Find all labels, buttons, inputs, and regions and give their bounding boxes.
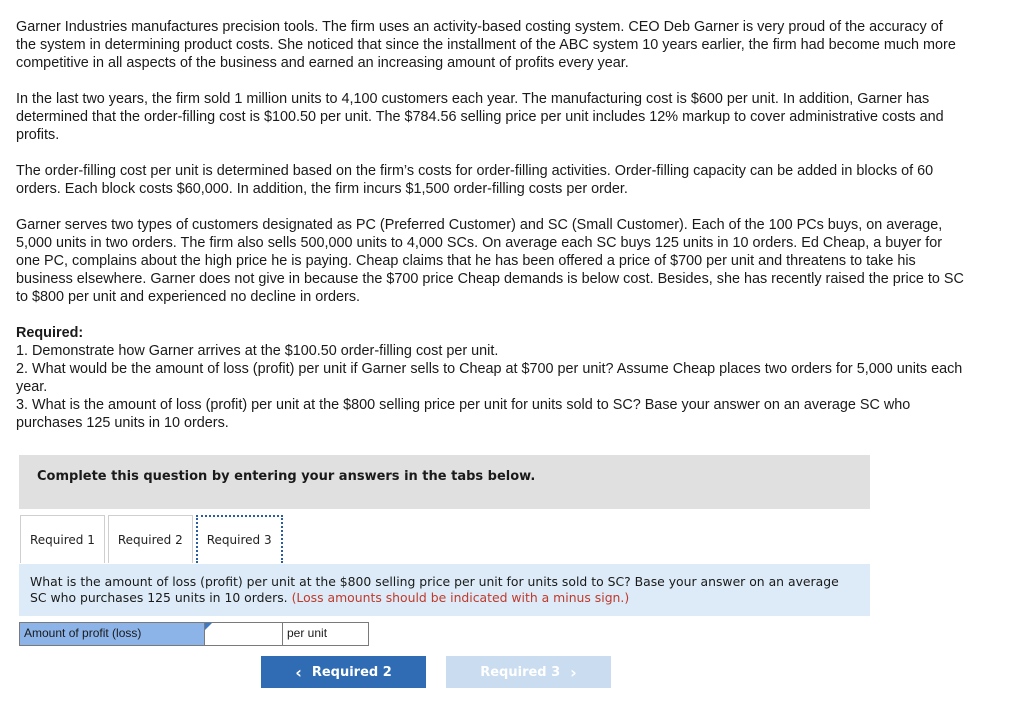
profit-loss-input[interactable] bbox=[209, 625, 279, 643]
problem-paragraph: The order-filling cost per unit is determined based on the firm’s costs for order-filling activities. Order-filling capacity can be added in blocks of 60 orders. Each block costs $60,000. In addition, the firm incurs $1,500 order-filling costs per order. bbox=[16, 163, 934, 197]
tab-required-2[interactable]: Required 2 bbox=[108, 515, 193, 563]
problem-paragraph: In the last two years, the firm sold 1 million units to 4,100 customers each year. The manufacturing cost is $600 per unit. In addition, Garner has determined that the order-filling cost is $100.50 per unit. The $784.56 selling price per unit includes 12% markup to cover administrative costs and profits. bbox=[16, 91, 944, 143]
required-item-1: 1. Demonstrate how Garner arrives at the $100.50 order-filling cost per unit. bbox=[16, 343, 499, 359]
input-marker-icon bbox=[205, 623, 212, 630]
required-heading: Required: bbox=[16, 325, 84, 341]
required-list bbox=[16, 324, 966, 432]
prev-required-button[interactable] bbox=[261, 656, 426, 688]
answer-input-cell[interactable] bbox=[205, 622, 283, 646]
problem-paragraph: Garner serves two types of customers designated as PC (Preferred Customer) and SC (Small Customer). Each of the 100 PCs buys, on average, 5,000 units in two orders. The firm also sells 500,000 units to 4,000 SCs. On average each SC buys 125 units in 10 orders. Ed Cheap, a buyer for one PC, complains about the high price he is paying. Cheap claims that he has been offered a price of $700 per unit and threatens to take his business elsewhere. Garner does not give in because the $700 price Cheap demands is below cost. Besides, she has recently raised the price to SC to $800 per unit and experienced no decline in orders. bbox=[16, 217, 964, 305]
problem-paragraph: Garner Industries manufactures precision tools. The firm uses an activity-based costing system. CEO Deb Garner is very proud of the accuracy of the system in determining product costs. She noticed that since the installment of the ABC system 10 years earlier, the firm had become much more competitive in all aspects of the business and earned an increasing amount of profits every year. bbox=[16, 19, 956, 71]
required-item-3: 3. What is the amount of loss (profit) per unit at the $800 selling price per unit for units sold to SC? Base your answer on an average SC who purchases 125 units in 10 orders. bbox=[16, 397, 911, 431]
tab-bar bbox=[20, 515, 286, 565]
question-hint: (Loss amounts should be indicated with a minus sign.) bbox=[291, 590, 630, 605]
prev-button-label: Required 2 bbox=[311, 664, 392, 680]
chevron-right-icon: › bbox=[570, 662, 577, 682]
question-text: What is the amount of loss (profit) per unit at the $800 selling price per unit for units sold to SC? Base your answer on an average SC who purchases 125 units in 10 orders. bbox=[30, 574, 839, 605]
required-item-2: 2. What would be the amount of loss (profit) per unit if Garner sells to Cheap at $700 per unit? Assume Cheap places two orders for 5,000 units each year. bbox=[16, 361, 963, 395]
next-required-button[interactable] bbox=[446, 656, 611, 688]
next-button-label: Required 3 bbox=[480, 664, 561, 680]
tab-required-3[interactable]: Required 3 bbox=[196, 515, 283, 563]
chevron-left-icon: ‹ bbox=[295, 662, 302, 682]
instruction-text: Complete this question by entering your answers in the tabs below. bbox=[37, 469, 536, 484]
question-box bbox=[19, 564, 870, 616]
answer-label: Amount of profit (loss) bbox=[19, 622, 205, 646]
tab-required-1[interactable]: Required 1 bbox=[20, 515, 105, 563]
instruction-header bbox=[19, 455, 870, 509]
answer-row bbox=[19, 622, 369, 646]
problem-statement bbox=[16, 18, 966, 432]
unit-label: per unit bbox=[283, 622, 369, 646]
